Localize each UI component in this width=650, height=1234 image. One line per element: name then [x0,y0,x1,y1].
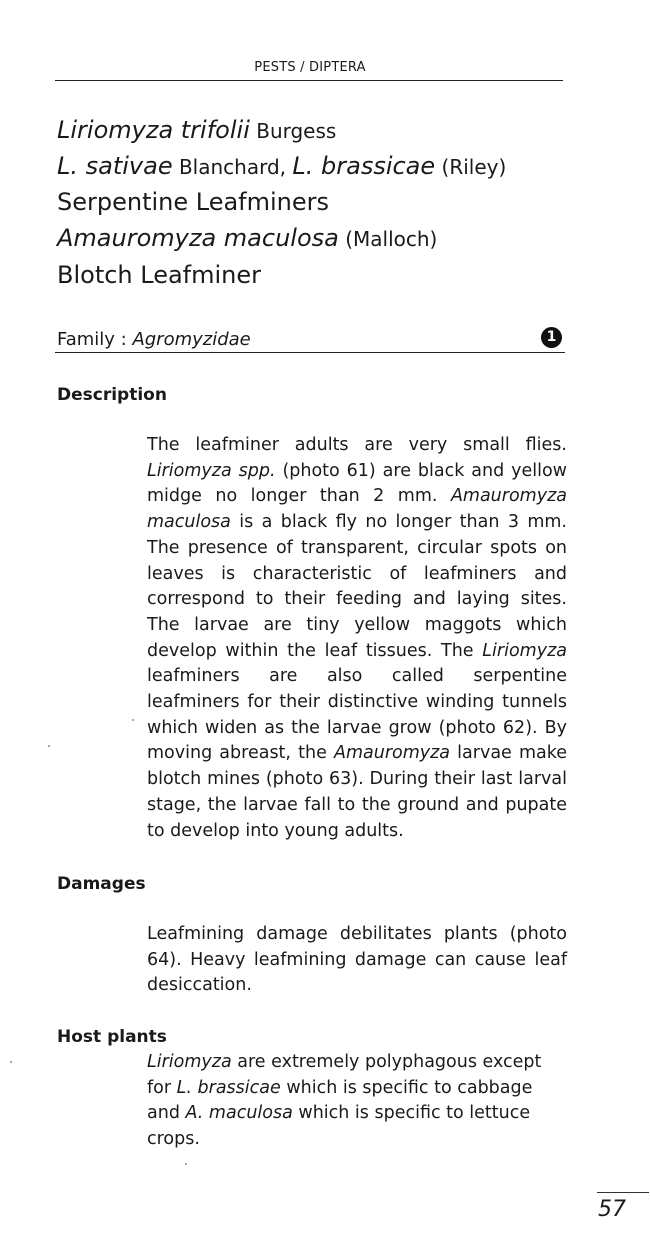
title-line-1 [57,115,336,146]
description-body [147,433,567,844]
author-malloch: (Malloch) [338,227,438,251]
description-text: is a black fly no longer than 3 mm. The presence of transparent, circular spots on leaves is characteristic of leafminers and correspond to their feeding and laying sites. The larvae are tiny yellow maggots which develop within the leaf tissues. The [147,512,567,661]
host-text: which is specific to cabbage and [147,1077,533,1124]
description-text: (photo 61) are black and yellow midge no longer than 2 mm. [147,460,567,507]
damages-paragraph: Leafmining damage debilitates plants (photo 64). Heavy leafmining damage can cause leaf desiccation. [147,924,567,996]
species-l-brassicae: L. brassicae [292,152,436,180]
number-badge: 1 [541,327,562,348]
description-italic: Liriomyza [482,640,567,661]
family-rule [55,352,565,353]
description-italic: Liriomyza spp. [147,460,276,481]
title-blotch-leafminer: Blotch Leafminer [57,261,262,289]
author-riley: (Riley) [435,155,507,179]
host-italic: L. brassicae [176,1077,281,1098]
header-rule [55,80,563,81]
host-text: are extremely polyphagous except for [147,1052,542,1098]
species-l-sativae: L. sativae [57,152,173,180]
scan-speck [185,1163,187,1165]
scan-speck [10,1061,12,1063]
title-line-2 [57,151,506,182]
host-italic: A. maculosa [185,1103,293,1124]
family-name: Agromyzidae [132,329,251,350]
description-text: The leafminer adults are very small flies. [147,435,567,455]
host-plants-paragraph [147,1050,567,1153]
description-text: larvae make blotch mines (photo 63). During their last larval stage, the larvae fall to the ground and pupate to develop into young adults. [147,743,567,841]
damages-heading: Damages [57,874,146,894]
author-burgess: Burgess [249,119,337,143]
scan-speck [48,745,50,747]
scan-speck [132,719,134,721]
description-italic: Amauromyza [333,743,451,764]
page-number-rule [597,1192,649,1193]
running-head: PESTS / DIPTERA [254,60,366,75]
host-text: which is specific to lettuce crops. [147,1103,531,1150]
species-amauromyza-maculosa: Amauromyza maculosa [57,224,339,252]
description-paragraph [147,433,567,844]
description-heading: Description [57,385,167,405]
host-plants-heading: Host plants [57,1027,167,1047]
title-serpentine-leafminers: Serpentine Leafminers [57,188,330,216]
damages-body [147,922,567,999]
species-liriomyza-trifolii: Liriomyza trifolii [57,116,250,144]
title-line-4 [57,223,437,254]
description-italic: Amauromyza maculosa [147,486,567,533]
host-plants-body [147,1050,567,1153]
description-text: leafminers are also called serpentine leafminers for their distinctive winding tunnels which widen as the larvae grow (photo 62). By moving abreast, the [147,666,567,764]
author-blanchard: Blanchard, [172,155,293,179]
page-number: 57 [598,1197,626,1222]
family-label: Family : [57,329,133,350]
family-line [57,329,251,350]
host-italic: Liriomyza [147,1052,232,1072]
